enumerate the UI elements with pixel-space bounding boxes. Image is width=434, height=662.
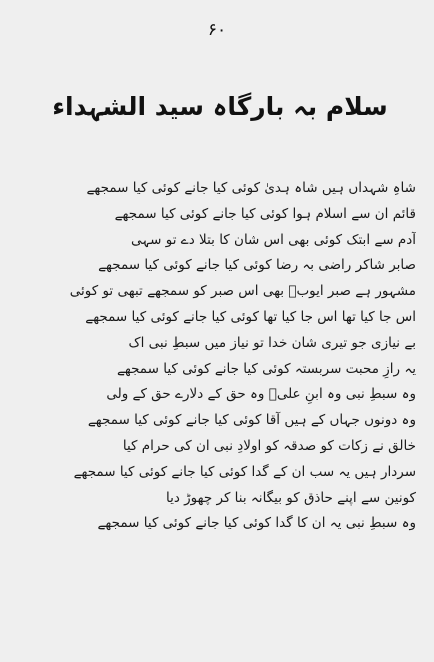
verse-line: وہ سبطِ نبی وہ ابنِ علیؑ وہ حق کے دلارے حق کے ولی [106,386,416,403]
page-number: ۶۰ [207,20,227,40]
verse-line: شاہِ شہداں ہیں شاہ ہدیٰ کوئی کیا جانے کوئی کیا سمجھے [86,180,416,196]
verse-line: وہ سبطِ نبی یہ ان کا گدا کوئی کیا جانے کوئی کیا سمجھے [97,515,416,532]
verse-line: مشہور ہے صبر ایوبؑ بھی اس صبر کو سمجھے تبھی تو کوئی [69,283,416,300]
verse-line: سردار ہیں یہ سب ان کے گدا کوئی کیا جانے کوئی کیا سمجھے [73,463,416,480]
verse-line: اس جا کیا تھا اس جا کیا تھا کوئی کیا جانے کوئی کیا سمجھے [85,308,416,325]
verse-line: خالق نے زکات کو صدقہ کو اولادِ نبی ان کی حرام کیا [122,437,416,454]
verse-line: وہ دونوں جہاں کے ہیں آقا کوئی کیا جانے کوئی کیا سمجھے [87,412,416,429]
poem-title: سلام بہ بارگاہ سید الشہداء [52,92,388,121]
verse-line: قائم ان سے اسلام ہوا کوئی کیا جانے کوئی کیا سمجھے [114,205,416,222]
verse-line: بے نیازی جو تیری شان خدا تو نیاز میں سبطِ نبی اک [128,334,416,351]
poem-body [18,176,416,537]
verse-line: یہ رازِ محبت سربستہ کوئی کیا جانے کوئی کیا سمجھے [116,360,416,377]
verse-line: صابر شاکر راضی بہ رضا کوئی کیا جانے کوئی کیا سمجھے [98,257,416,274]
verse-line: آدم سے ابتک کوئی بھی اس شان کا بتلا دے تو سہی [131,231,416,248]
verse-line: کونین سے اپنے حاذق کو بیگانہ بنا کر چھوڑ دیا [165,489,416,506]
